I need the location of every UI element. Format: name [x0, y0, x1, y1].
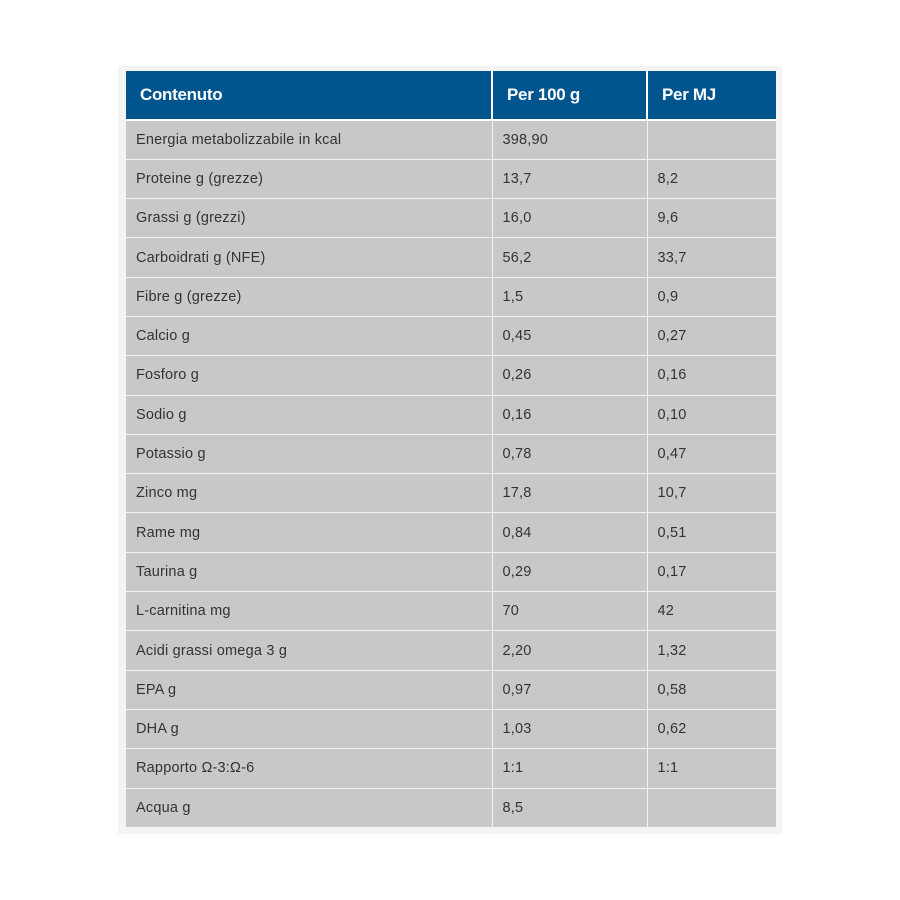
- cell-per-100g: 0,45: [492, 316, 647, 355]
- cell-per-mj: 1,32: [647, 631, 776, 670]
- cell-per-mj: [647, 788, 776, 827]
- table-row: [126, 159, 776, 198]
- cell-per-100g: 0,78: [492, 434, 647, 473]
- table-row: [126, 238, 776, 277]
- table-row: [126, 631, 776, 670]
- cell-per-mj: 0,51: [647, 513, 776, 552]
- cell-per-mj: 0,17: [647, 552, 776, 591]
- cell-per-100g: 16,0: [492, 199, 647, 238]
- cell-per-100g: 0,26: [492, 356, 647, 395]
- cell-per-100g: 0,84: [492, 513, 647, 552]
- cell-nutrient: EPA g: [126, 670, 492, 709]
- table-row: [126, 356, 776, 395]
- table-row: [126, 395, 776, 434]
- cell-per-100g: 0,29: [492, 552, 647, 591]
- table-row: [126, 788, 776, 827]
- cell-per-mj: 0,47: [647, 434, 776, 473]
- table-row: [126, 749, 776, 788]
- cell-nutrient: Carboidrati g (NFE): [126, 238, 492, 277]
- table-row: [126, 552, 776, 591]
- cell-per-mj: 0,16: [647, 356, 776, 395]
- cell-nutrient: Fibre g (grezze): [126, 277, 492, 316]
- cell-per-mj: 33,7: [647, 238, 776, 277]
- cell-per-100g: 398,90: [492, 120, 647, 159]
- table-row: [126, 199, 776, 238]
- cell-per-mj: 9,6: [647, 199, 776, 238]
- cell-nutrient: Rapporto Ω-3:Ω-6: [126, 749, 492, 788]
- table-row: [126, 670, 776, 709]
- cell-per-100g: 17,8: [492, 474, 647, 513]
- cell-per-mj: 0,10: [647, 395, 776, 434]
- cell-per-mj: 1:1: [647, 749, 776, 788]
- table-row: [126, 592, 776, 631]
- cell-nutrient: Fosforo g: [126, 356, 492, 395]
- cell-per-mj: 42: [647, 592, 776, 631]
- cell-per-mj: 10,7: [647, 474, 776, 513]
- cell-nutrient: Sodio g: [126, 395, 492, 434]
- table-row: [126, 434, 776, 473]
- cell-per-mj: 0,27: [647, 316, 776, 355]
- cell-per-mj: 0,58: [647, 670, 776, 709]
- cell-nutrient: DHA g: [126, 709, 492, 748]
- table-header-row: [126, 71, 776, 120]
- table-body: [126, 120, 776, 827]
- cell-per-100g: 56,2: [492, 238, 647, 277]
- cell-per-mj: 0,62: [647, 709, 776, 748]
- cell-per-100g: 0,16: [492, 395, 647, 434]
- cell-per-100g: 8,5: [492, 788, 647, 827]
- cell-per-100g: 1,03: [492, 709, 647, 748]
- cell-per-mj: 8,2: [647, 159, 776, 198]
- cell-per-mj: [647, 120, 776, 159]
- cell-nutrient: L-carnitina mg: [126, 592, 492, 631]
- cell-nutrient: Proteine g (grezze): [126, 159, 492, 198]
- cell-per-100g: 70: [492, 592, 647, 631]
- cell-per-100g: 2,20: [492, 631, 647, 670]
- table-row: [126, 513, 776, 552]
- cell-nutrient: Taurina g: [126, 552, 492, 591]
- cell-per-100g: 13,7: [492, 159, 647, 198]
- cell-nutrient: Zinco mg: [126, 474, 492, 513]
- cell-per-100g: 1:1: [492, 749, 647, 788]
- cell-nutrient: Rame mg: [126, 513, 492, 552]
- nutrition-table: [126, 71, 776, 827]
- header-per-mj: Per MJ: [647, 71, 776, 120]
- cell-nutrient: Potassio g: [126, 434, 492, 473]
- table-row: [126, 474, 776, 513]
- header-contenuto: Contenuto: [126, 71, 492, 120]
- cell-nutrient: Calcio g: [126, 316, 492, 355]
- cell-nutrient: Acidi grassi omega 3 g: [126, 631, 492, 670]
- table-row: [126, 277, 776, 316]
- table-row: [126, 120, 776, 159]
- cell-per-100g: 0,97: [492, 670, 647, 709]
- cell-nutrient: Energia metabolizzabile in kcal: [126, 120, 492, 159]
- cell-nutrient: Grassi g (grezzi): [126, 199, 492, 238]
- table-row: [126, 709, 776, 748]
- cell-per-100g: 1,5: [492, 277, 647, 316]
- header-per-100g: Per 100 g: [492, 71, 647, 120]
- table-row: [126, 316, 776, 355]
- cell-per-mj: 0,9: [647, 277, 776, 316]
- cell-nutrient: Acqua g: [126, 788, 492, 827]
